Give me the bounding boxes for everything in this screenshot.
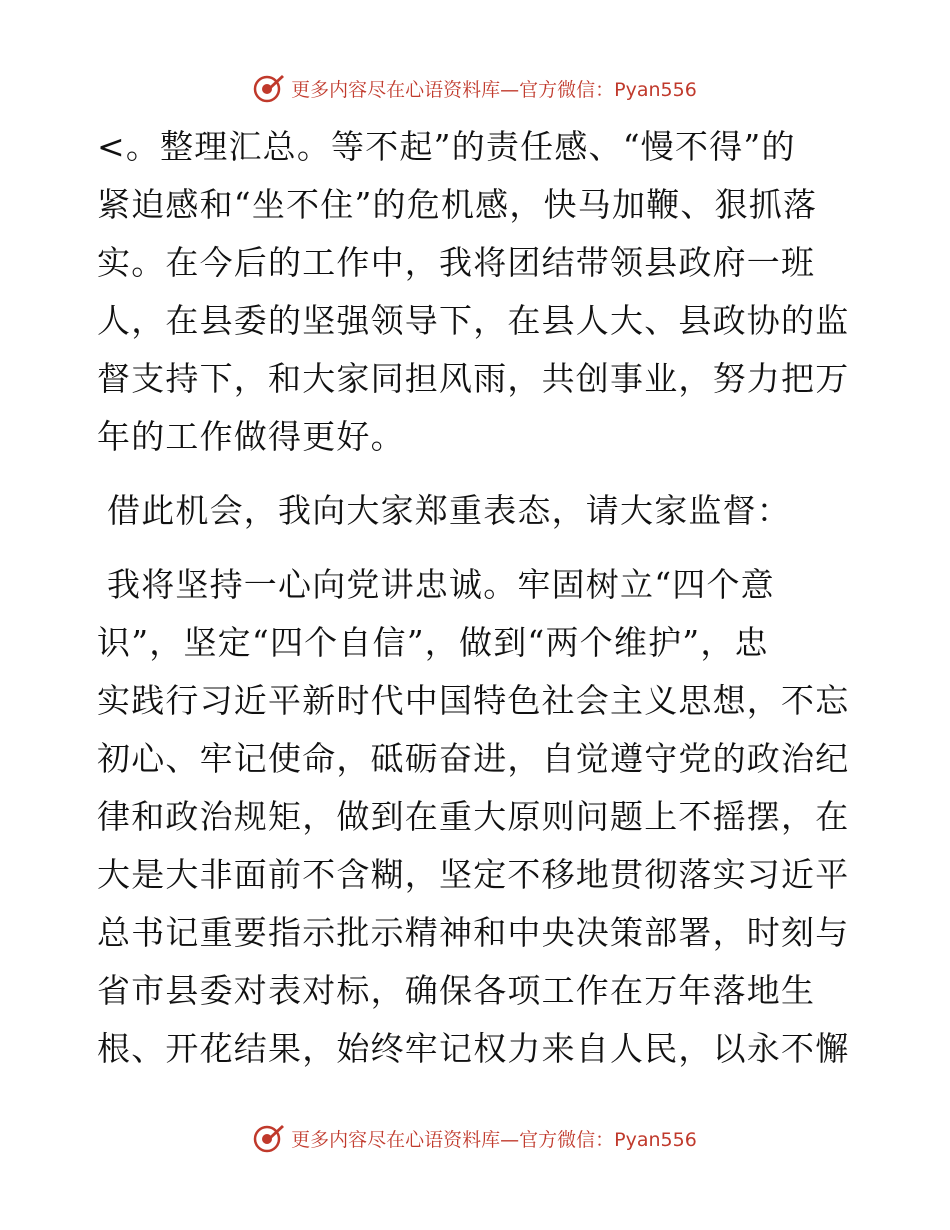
text-line: 紧迫感和“坐不住”的危机感，快马加鞭、狠抓落 — [97, 185, 818, 224]
text-line: 实践行习近平新时代中国特色社会主义思想，不忘 — [97, 681, 850, 720]
pen-logo-icon — [253, 72, 285, 104]
footer-banner — [0, 1118, 950, 1158]
text-line: 人，在县委的坚强领导下，在县人大、县政协的监 — [97, 301, 850, 340]
text-line: 督支持下，和大家同担风雨，共创事业，努力把万 — [97, 359, 850, 398]
document-body — [97, 118, 857, 1078]
text-line: 初心、牢记使命，砥砺奋进，自觉遵守党的政治纪 — [97, 739, 850, 778]
text-line: 借此机会，我向大家郑重表态，请大家监督： — [107, 491, 791, 530]
paragraph — [97, 118, 857, 466]
banner-text: 更多内容尽在心语资料库—官方微信：Pyan556 — [291, 1128, 697, 1151]
banner-text: 更多内容尽在心语资料库—官方微信：Pyan556 — [291, 78, 697, 101]
text-line: 实。在今后的工作中，我将团结带领县政府一班 — [97, 243, 816, 282]
text-line: 省市县委对表对标，确保各项工作在万年落地生 — [97, 971, 816, 1010]
text-line: 律和政治规矩，做到在重大原则问题上不摇摆，在 — [97, 797, 850, 836]
text-line: 识”，坚定“四个自信”，做到“两个维护”，忠 — [97, 623, 769, 662]
text-line: 大是大非面前不含糊，坚定不移地贯彻落实习近平 — [97, 855, 850, 894]
text-line: 我将坚持一心向党讲忠诚。牢固树立“四个意 — [107, 565, 775, 604]
text-line: <。整理汇总。等不起”的责任感、“慢不得”的 — [97, 127, 796, 166]
paragraph — [97, 482, 857, 540]
text-line: 根、开花结果，始终牢记权力来自人民，以永不懈 — [97, 1029, 850, 1068]
text-line: 年的工作做得更好。 — [97, 417, 405, 456]
text-line: 总书记重要指示批示精神和中央决策部署，时刻与 — [97, 913, 850, 952]
paragraph — [97, 556, 857, 1078]
pen-logo-icon — [253, 1122, 285, 1154]
header-banner — [0, 68, 950, 108]
